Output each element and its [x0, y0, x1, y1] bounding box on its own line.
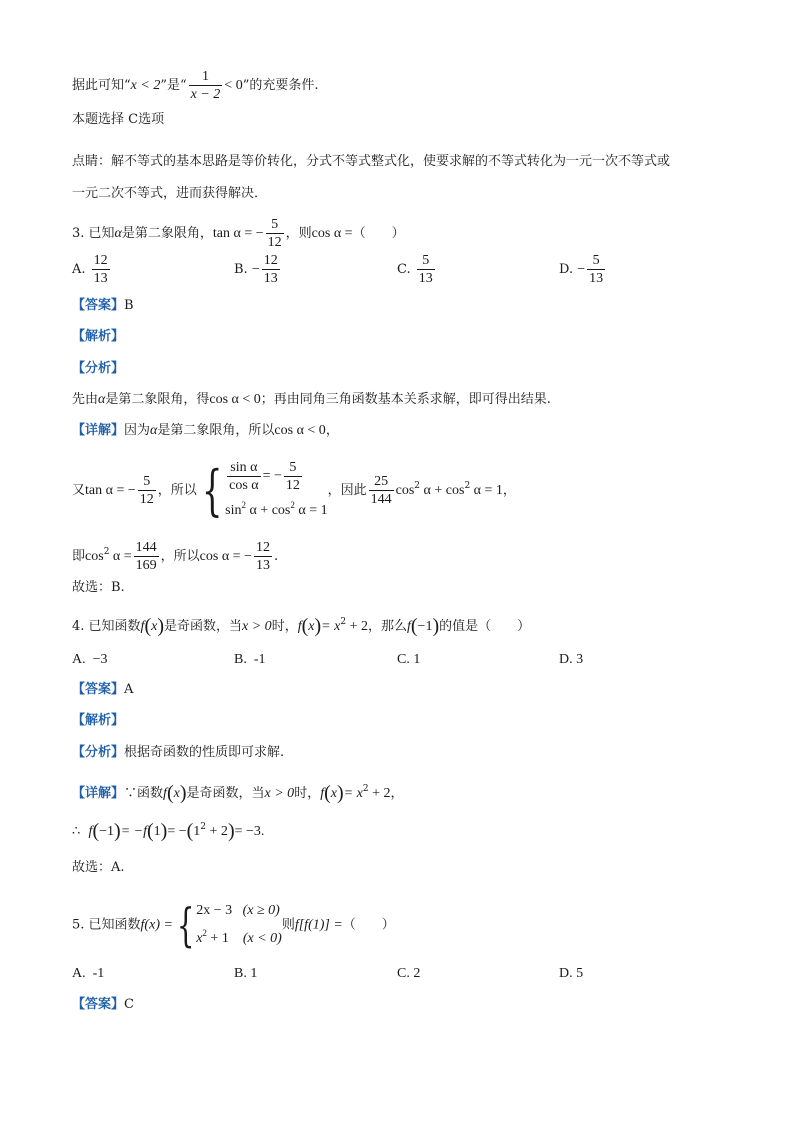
text: . — [273, 549, 279, 564]
paren: ( — [144, 615, 152, 637]
exponent: 2 — [200, 822, 207, 832]
math: f — [163, 786, 167, 801]
q4-fenxi — [72, 743, 284, 763]
q3-answer — [72, 296, 134, 316]
math: 2x − 3 — [196, 903, 233, 918]
denominator: cos α — [229, 478, 259, 493]
math: cos — [85, 549, 104, 564]
math: cos α < 0 — [274, 423, 326, 438]
q4-calculation — [72, 817, 264, 842]
text: 是第二象限角，得 — [105, 392, 210, 407]
option-letter: A. — [72, 966, 86, 981]
numerator: 5 — [138, 473, 156, 491]
paren: ( — [146, 820, 154, 842]
answer-label: 【答案】 — [72, 682, 125, 697]
q3-option-a — [72, 252, 112, 287]
text: 据此可知“ — [72, 78, 131, 93]
text: （ ） — [342, 917, 395, 933]
math: = x — [321, 619, 341, 634]
math: −1 — [99, 824, 115, 839]
q3-choose: 故选：B. — [72, 580, 125, 595]
math: + 2 — [346, 619, 368, 634]
text: ”是“ — [160, 78, 187, 93]
math: f — [320, 786, 325, 801]
math: x — [173, 786, 180, 801]
text: 函数 — [137, 786, 164, 801]
exponent: 2 — [290, 500, 295, 510]
denominator: 12 — [267, 235, 282, 250]
math: 1 — [153, 824, 161, 839]
math: f — [406, 619, 411, 634]
hint-line-2: 一元二次不等式，进而获得解决． — [72, 186, 268, 201]
option-text: 2 — [413, 966, 421, 981]
text: ，所以 — [157, 483, 197, 498]
q3-option-d — [559, 252, 607, 287]
math: + 2 — [368, 786, 391, 801]
system-row-1 — [225, 459, 327, 494]
denominator: 13 — [93, 271, 108, 286]
detail-label: 【详解】 — [72, 423, 125, 438]
math: x > 0 — [242, 619, 272, 634]
math: cos α < 0 — [209, 392, 261, 407]
math: cos α = — [311, 226, 353, 241]
q3-equation-system — [72, 456, 516, 522]
q4-stem — [72, 612, 530, 637]
denominator: 169 — [135, 558, 157, 573]
denominator: 13 — [263, 271, 278, 286]
denominator: 144 — [370, 492, 392, 507]
math: x — [151, 619, 158, 634]
fraction — [134, 539, 159, 574]
math: = −3. — [234, 824, 265, 839]
option-letter: C. — [397, 966, 410, 981]
math: x — [330, 786, 337, 801]
math: − — [577, 262, 586, 277]
exponent: 2 — [202, 928, 207, 938]
answer-label: 【答案】 — [72, 997, 125, 1012]
paren: ( — [324, 782, 331, 804]
math: x > 0 — [264, 786, 295, 801]
math: tan α = − — [212, 226, 264, 241]
numerator: 5 — [587, 252, 605, 270]
text: 又 — [72, 483, 86, 498]
math: cos α = − — [199, 549, 252, 564]
fraction — [189, 68, 223, 103]
text: ，则 — [285, 226, 312, 241]
paren: ) — [114, 820, 121, 842]
option-text: −3 — [92, 652, 108, 667]
math: = − — [262, 468, 282, 484]
q5-option-d — [559, 964, 583, 984]
text: 先由 — [72, 392, 99, 407]
math: f — [88, 824, 93, 839]
text: 时， — [271, 619, 298, 634]
fraction — [92, 252, 110, 287]
option-letter: B. — [234, 652, 247, 667]
option-letter: B. — [234, 966, 247, 981]
paren: ) — [227, 820, 235, 842]
exponent: 2 — [241, 500, 246, 510]
q3-fenxi — [72, 390, 551, 410]
option-text: -1 — [92, 966, 105, 981]
therefore-symbol: ∴ — [72, 824, 81, 839]
numerator: sin α — [227, 459, 261, 477]
exponent: 2 — [340, 617, 347, 627]
text: 是奇函数，当 — [164, 619, 243, 634]
math: α — [114, 226, 122, 241]
text: ， — [390, 786, 404, 801]
q4-detail — [72, 779, 403, 804]
numerator: 12 — [263, 253, 278, 268]
numerator: 25 — [369, 473, 394, 491]
piecewise — [196, 900, 282, 950]
denominator: 12 — [285, 478, 300, 493]
math: = −f — [120, 824, 147, 839]
piece-1 — [196, 900, 282, 922]
option-letter: A. — [72, 652, 86, 667]
option-letter: C. — [397, 652, 410, 667]
denominator: 13 — [418, 271, 433, 286]
option-letter: A. — [72, 262, 86, 277]
math: x — [196, 931, 203, 946]
math: x < 2 — [130, 78, 161, 93]
math: f[f(1)] = — [294, 917, 343, 933]
piece-2 — [196, 922, 282, 950]
text: 5. 已知函数 — [72, 917, 141, 933]
fraction — [138, 473, 156, 508]
math: + 2 — [206, 824, 228, 839]
text: ， — [325, 423, 339, 438]
answer-value: B — [124, 298, 134, 313]
fraction — [227, 459, 261, 494]
math: α — [150, 423, 158, 438]
option-letter: D. — [559, 262, 574, 277]
text: 是第二象限角， — [121, 226, 213, 241]
fraction — [369, 473, 394, 508]
left-brace: { — [201, 458, 223, 522]
math: (x ≥ 0) — [242, 903, 280, 918]
choose-line: 本题选择 C选项 — [72, 112, 165, 127]
math: = x — [343, 786, 363, 801]
q4-answer — [72, 680, 133, 700]
option-text: 1 — [250, 966, 258, 981]
paren: ) — [179, 782, 187, 804]
answer-value: A — [124, 682, 134, 697]
math: f(x) = — [140, 917, 173, 933]
text: 根据奇函数的性质即可求解. — [124, 745, 285, 760]
denominator: 13 — [255, 558, 270, 573]
q3-option-c — [397, 252, 437, 287]
math: α = — [109, 549, 132, 564]
text: ；再由同角三角函数基本关系求解，即可得出结果. — [260, 392, 551, 407]
q4-analysis-label: 【解析】 — [72, 713, 125, 728]
detail-label: 【详解】 — [72, 786, 125, 801]
exponent: 2 — [464, 481, 471, 491]
math: α + cos — [420, 483, 465, 498]
paren: ( — [92, 820, 100, 842]
conclusion-line — [72, 68, 318, 103]
answer-value: C — [124, 997, 134, 1012]
numerator: 5 — [417, 252, 435, 270]
math: α = 1 — [470, 483, 503, 498]
math: (x < 0) — [242, 931, 282, 946]
text: 即 — [72, 549, 86, 564]
math: α = 1 — [294, 503, 328, 518]
q3-fenxi-label: 【分析】 — [72, 361, 125, 376]
math: tan α = − — [85, 483, 136, 498]
text: ，所以 — [160, 549, 200, 564]
q4-option-a — [72, 650, 108, 670]
math: f — [140, 619, 145, 634]
q5-option-c — [397, 964, 420, 984]
fraction — [266, 216, 284, 251]
math: 1 — [193, 824, 201, 839]
q3-result — [72, 532, 278, 577]
text: ，因此 — [327, 483, 367, 498]
text: 则 — [281, 917, 295, 933]
left-brace: { — [176, 898, 195, 952]
paren: ( — [410, 615, 418, 637]
numerator: 144 — [135, 540, 157, 555]
text: 的值是（ ） — [439, 619, 531, 634]
option-letter: D. — [559, 966, 573, 981]
exponent: 2 — [414, 481, 421, 491]
text: 因为 — [124, 423, 151, 438]
math: cos — [395, 483, 415, 498]
paren: ( — [186, 820, 194, 842]
text: 是第二象限角，所以 — [157, 423, 275, 438]
math: α + cos — [245, 503, 291, 518]
q3-detail — [72, 421, 339, 441]
paren: ( — [301, 615, 309, 637]
fraction — [254, 539, 272, 574]
text: 时， — [294, 786, 321, 801]
text: ，那么 — [367, 619, 407, 634]
because-symbol: ∵ — [124, 786, 138, 801]
paren: ) — [160, 820, 168, 842]
option-text: 5 — [576, 966, 584, 981]
math: = − — [167, 824, 187, 839]
denominator: 12 — [139, 492, 154, 507]
system-row-2 — [225, 494, 327, 522]
numerator: 1 — [189, 68, 223, 86]
paren: ) — [432, 615, 440, 637]
q4-option-d — [559, 650, 583, 670]
option-letter: B. — [234, 262, 248, 277]
q3-stem — [72, 216, 405, 251]
text: ， — [502, 483, 516, 498]
numerator: 5 — [266, 216, 284, 234]
numerator: 12 — [93, 253, 108, 268]
paren: ) — [314, 615, 322, 637]
system — [225, 459, 327, 522]
q4-option-b — [234, 650, 266, 670]
fraction — [417, 252, 435, 287]
math: sin — [225, 503, 242, 518]
paren: ) — [157, 615, 164, 637]
paren: ( — [166, 782, 174, 804]
answer-label: 【答案】 — [72, 298, 125, 313]
math: f — [297, 619, 302, 634]
denominator: x − 2 — [190, 87, 221, 102]
text: 4. 已知函数 — [72, 619, 141, 634]
paren: ) — [336, 782, 344, 804]
option-text: 1 — [413, 652, 421, 667]
math: + 1 — [206, 931, 229, 946]
q4-choose: 故选：A. — [72, 860, 125, 875]
math: x — [308, 619, 315, 634]
q5-answer — [72, 995, 134, 1015]
fraction — [262, 252, 280, 287]
q5-stem — [72, 898, 395, 952]
q5-option-b — [234, 964, 257, 984]
text: （ ） — [352, 226, 405, 241]
text: 3. 已知 — [72, 226, 115, 241]
fraction — [587, 252, 605, 287]
q3-option-b — [234, 252, 282, 287]
q5-option-a — [72, 964, 104, 984]
exponent: 2 — [362, 784, 369, 794]
numerator: 5 — [284, 459, 302, 477]
exponent: 2 — [103, 547, 110, 557]
fenxi-label: 【分析】 — [72, 745, 125, 760]
math: − — [251, 262, 260, 277]
text: ”的充要条件. — [242, 78, 319, 93]
hint-line-1: 点睛：解不等式的基本思路是等价转化，分式不等式整式化，使要求解的不等式转化为一元一次不等式或 — [72, 154, 671, 169]
math: α — [98, 392, 106, 407]
numerator: 12 — [255, 540, 270, 555]
denominator: 13 — [589, 271, 604, 286]
option-letter: C. — [397, 262, 411, 277]
option-letter: D. — [559, 652, 573, 667]
q3-analysis-label: 【解析】 — [72, 329, 125, 344]
option-text: -1 — [253, 652, 266, 667]
text: 是奇函数，当 — [186, 786, 265, 801]
math: < 0 — [224, 78, 243, 93]
q4-option-c — [397, 650, 420, 670]
option-text: 3 — [576, 652, 584, 667]
fraction — [284, 459, 302, 494]
math: −1 — [417, 619, 433, 634]
